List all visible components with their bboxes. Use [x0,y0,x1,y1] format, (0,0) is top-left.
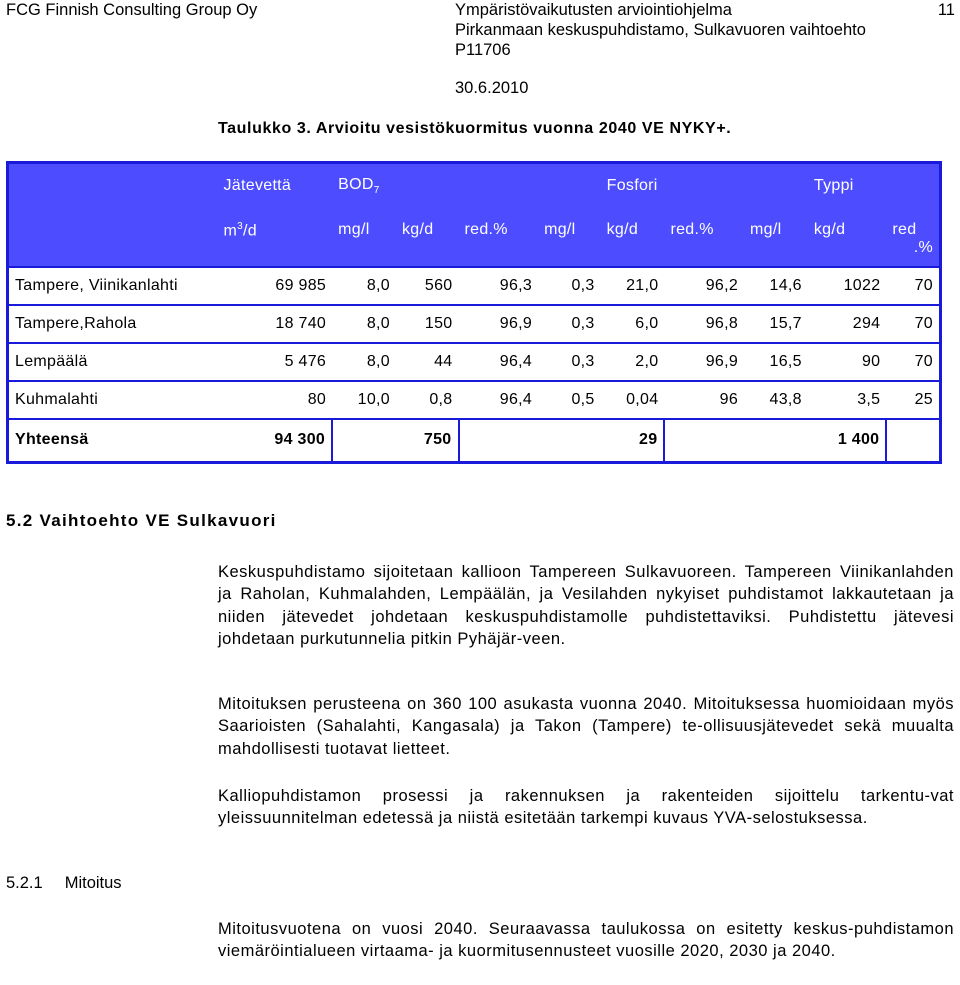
cell-p-red: 96 [664,381,744,419]
section-heading: 5.2 Vaihtoehto VE Sulkavuori [6,511,277,530]
cell-n-mgl: 16,5 [744,343,808,381]
cell-p-mgl: 0,3 [538,305,601,343]
cell-bod-red: 96,3 [459,267,539,305]
total-p-kgd: 29 [601,419,665,463]
cell-p-kgd: 2,0 [601,343,665,381]
cell-n-kgd: 294 [808,305,887,343]
cell-bod-mgl: 8,0 [332,305,396,343]
total-n-kgd: 1 400 [808,419,887,463]
cell-bod-red: 96,4 [459,343,539,381]
cell-n-kgd: 3,5 [808,381,887,419]
cell-bod-mgl: 8,0 [332,343,396,381]
row-name: Lempäälä [8,343,218,381]
cell-n-mgl: 15,7 [744,305,808,343]
paragraph: Mitoituksen perusteena on 360 100 asukasta vuonna 2040. Mitoituksessa huomioidaan myös Saarioisten (Sahalahti, Kangasala) ja Takon (Tampere) te-ollisuusjätevedet sekä muualta mahdollisesti tuotavat lietteet. [218,695,954,758]
project-code: P11706 [455,41,511,59]
cell-p-mgl: 0,3 [538,343,601,381]
cell-flow: 5 476 [218,343,333,381]
cell-bod-kgd: 0,8 [396,381,459,419]
row-name: Kuhmalahti [8,381,218,419]
page-header [455,0,955,98]
unit-n-red [886,209,940,267]
header-empty-cell [8,163,218,209]
table-caption: Taulukko 3. Arvioitu vesistökuormitus vuonna 2040 VE NYKY+. [218,120,732,137]
unit-flow [218,209,333,267]
cell-p-red: 96,9 [664,343,744,381]
table-row [8,305,941,343]
cell-n-red: 70 [886,305,940,343]
table-total-row [8,419,941,463]
table-row [8,343,941,381]
unit-bod-kgd: kg/d [396,209,459,267]
cell-p-kgd: 0,04 [601,381,665,419]
header-phosphorus: Fosfori [601,163,808,209]
cell-bod-mgl: 10,0 [332,381,396,419]
cell-bod-kgd: 150 [396,305,459,343]
unit-n-red-2: .% [913,238,933,256]
total-empty [538,419,601,463]
cell-bod-red: 96,9 [459,305,539,343]
cell-n-red: 70 [886,267,940,305]
subsection-number: 5.2.1 [6,874,43,892]
cell-flow: 69 985 [218,267,333,305]
paragraph: Mitoitusvuotena on vuosi 2040. Seuraavassa taulukossa on esitetty keskus-puhdistamon viemäröintialueen virtaama- ja kuormitusennusteet vuosille 2020, 2030 ja 2040. [218,920,954,961]
subsection-heading [6,874,122,893]
company-name: FCG Finnish Consulting Group Oy [6,1,258,19]
cell-p-red: 96,2 [664,267,744,305]
cell-p-mgl: 0,5 [538,381,601,419]
paragraph: Kalliopuhdistamon prosessi ja rakennuksen ja rakenteiden sijoittelu tarkentu-vat yleissuunnitelman edetessä ja niistä esitetään tarkempi kuvaus YVA-selostuksessa. [218,787,954,828]
cell-bod-kgd: 560 [396,267,459,305]
cell-n-kgd: 1022 [808,267,887,305]
unit-n-mgl: mg/l [744,209,808,267]
unit-flow-m: m [223,221,238,239]
total-empty [459,419,539,463]
header-bod [332,163,538,209]
cell-n-red: 70 [886,343,940,381]
paragraph: Keskuspuhdistamo sijoitetaan kallioon Tampereen Sulkavuoreen. Tampereen Viinikanlahden ja Raholan, Kuhmalahden, Lempäälän, ja Vesilahden nykyiset puhdistamot lakkautetaan ja niiden jätevedet johdetaan keskuspuhdistamolle puhdistettaviksi. Puhdistettu jätevesi johdetaan purkutunnelia pitkin Pyhäjär-veen. [218,563,954,649]
header-bod-sub: 7 [373,185,380,197]
table-row [8,381,941,419]
project-name: Pirkanmaan keskuspuhdistamo, Sulkavuoren vaihtoehto [455,21,866,39]
page-number: 11 [937,1,955,19]
cell-n-mgl: 43,8 [744,381,808,419]
unit-n-red-1: red [892,220,917,238]
row-name: Tampere,Rahola [8,305,218,343]
document-title: Ympäristövaikutusten arviointiohjelma [455,1,732,19]
row-name: Tampere, Viinikanlahti [8,267,218,305]
cell-p-kgd: 6,0 [601,305,665,343]
cell-n-kgd: 90 [808,343,887,381]
cell-flow: 80 [218,381,333,419]
cell-bod-kgd: 44 [396,343,459,381]
header-nitrogen: Typpi [808,163,941,209]
table-unit-header-row [8,209,941,267]
unit-bod-mgl: mg/l [332,209,396,267]
header-empty-cell [8,209,218,267]
table-row [8,267,941,305]
header-flow: Jätevettä [218,163,333,209]
total-bod-kgd: 750 [396,419,459,463]
table-group-header-row [8,163,941,209]
cell-flow: 18 740 [218,305,333,343]
cell-bod-red: 96,4 [459,381,539,419]
cell-n-mgl: 14,6 [744,267,808,305]
header-spacer [538,163,601,209]
unit-flow-rest: /d [243,221,257,239]
cell-p-kgd: 21,0 [601,267,665,305]
unit-p-mgl: mg/l [538,209,601,267]
subsection-title: Mitoitus [64,874,122,892]
cell-p-mgl: 0,3 [538,267,601,305]
cell-n-red: 25 [886,381,940,419]
unit-n-kgd: kg/d [808,209,887,267]
total-empty [744,419,808,463]
total-empty [664,419,744,463]
cell-bod-mgl: 8,0 [332,267,396,305]
header-bod-label: BOD [338,176,374,194]
total-label: Yhteensä [8,419,218,463]
cell-p-red: 96,8 [664,305,744,343]
total-empty [332,419,396,463]
unit-p-red: red.% [664,209,744,267]
unit-p-kgd: kg/d [601,209,665,267]
unit-flow-sup: 3 [237,220,244,232]
document-date: 30.6.2010 [455,79,529,97]
total-empty [886,419,940,463]
total-flow: 94 300 [218,419,333,463]
emissions-table [6,161,942,464]
unit-bod-red: red.% [459,209,539,267]
